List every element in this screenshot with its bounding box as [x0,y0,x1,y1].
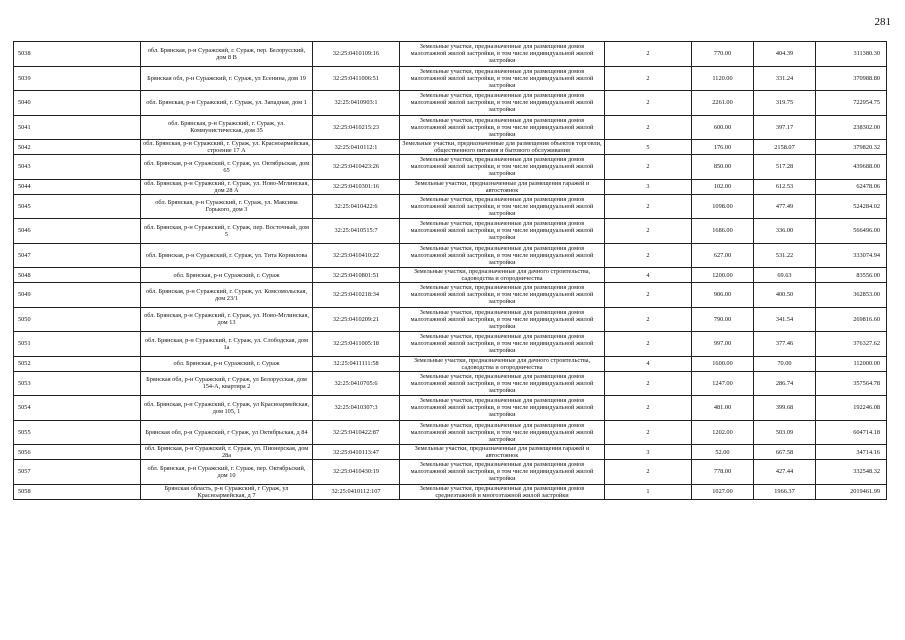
cell-address: обл. Брянская, р-н Суражский, г. Сураж, ул. Ново-Мглинская, дом 13 [141,307,313,332]
cell-cadastral-number: 32:25:0410515:7 [313,219,400,244]
table-row [14,243,887,268]
table-row [14,91,887,116]
cell-area: 1247.00 [692,371,754,396]
cell-area: 1027.00 [692,484,754,499]
table-row [14,155,887,180]
cell-area: 1200.00 [692,268,754,283]
cell-cadastral-value: 332548.32 [816,460,887,485]
cell-address: обл. Брянская, р-н Суражский, г. Сураж, ул. Тита Корнилова [141,243,313,268]
cell-area: 176.00 [692,140,754,155]
cell-cadastral-number: 32:25:0410209:21 [313,307,400,332]
cell-cadastral-number: 32:25:0410218:34 [313,283,400,308]
cell-address: обл. Брянская, р-н Суражский, г. Сураж, ул. Максима Горького, дом 3 [141,194,313,219]
cell-land-purpose: Земельные участки, предназначенные для дачного строительства, садоводства и огородничества [400,268,605,283]
table-row [14,140,887,155]
cell-cadastral-value: 83556.00 [816,268,887,283]
table-row [14,66,887,91]
cell-land-purpose: Земельные участки, предназначенные для размещения домов малоэтажной жилой застройки, в том числе индивидуальной жилой застройки [400,66,605,91]
cell-cadastral-number: 32:25:0410301:16 [313,179,400,194]
cell-land-purpose: Земельные участки, предназначенные для размещения домов малоэтажной жилой застройки, в том числе индивидуальной жилой застройки [400,460,605,485]
table-row [14,307,887,332]
cell-cadastral-value: 376327.62 [816,332,887,357]
cell-specific-value: 341.54 [754,307,816,332]
cell-area: 1686.00 [692,219,754,244]
cell-specific-value: 286.74 [754,371,816,396]
cell-cadastral-value: 524284.02 [816,194,887,219]
cell-area: 850.00 [692,155,754,180]
cell-cadastral-value: 379820.32 [816,140,887,155]
table-row [14,371,887,396]
cell-specific-value: 503.09 [754,420,816,445]
cell-area: 600.00 [692,115,754,140]
table-row [14,179,887,194]
cell-group: 2 [605,460,692,485]
cell-cadastral-value: 333074.94 [816,243,887,268]
cell-group: 2 [605,283,692,308]
cell-specific-value: 69.63 [754,268,816,283]
cell-address: обл. Брянская, р-н Суражский, г. Сураж, пер. Октябрьский, дом 10 [141,460,313,485]
cell-group: 2 [605,115,692,140]
cell-cadastral-value: 192246.08 [816,396,887,421]
table-row [14,194,887,219]
cell-cadastral-value: 439688.00 [816,155,887,180]
cell-specific-value: 517.28 [754,155,816,180]
cell-specific-value: 612.53 [754,179,816,194]
cell-land-purpose: Земельные участки, предназначенные для размещения домов малоэтажной жилой застройки, в том числе индивидуальной жилой застройки [400,194,605,219]
cell-cadastral-number: 32:25:0410422:6 [313,194,400,219]
cell-land-purpose: Земельные участки, предназначенные для дачного строительства, садоводства и огородничества [400,356,605,371]
cell-specific-value: 70.00 [754,356,816,371]
cell-address: Брянская обл, р-н Суражский, г. Сураж, ул Есенина, дом 19 [141,66,313,91]
cell-id: 5052 [14,356,141,371]
cell-area: 1120.00 [692,66,754,91]
cell-address: обл. Брянская, р-н Суражский, г. Сураж, ул. Пионерская, дом 28а [141,445,313,460]
cell-group: 2 [605,420,692,445]
cell-land-purpose: Земельные участки, предназначенные для размещения домов малоэтажной жилой застройки, в том числе индивидуальной жилой застройки [400,420,605,445]
table-body [14,42,887,500]
cell-cadastral-number: 32:25:0410307:3 [313,396,400,421]
cell-specific-value: 667.58 [754,445,816,460]
cell-cadastral-value: 34714.16 [816,445,887,460]
cell-land-purpose: Земельные участки, предназначенные для размещения домов малоэтажной жилой застройки, в том числе индивидуальной жилой застройки [400,307,605,332]
table-row [14,420,887,445]
cell-cadastral-value: 112000.00 [816,356,887,371]
cell-land-purpose: Земельные участки, предназначенные для размещения объектов торговли, общественного питания и бытового обслуживания [400,140,605,155]
cell-cadastral-number: 32:25:0411006:51 [313,66,400,91]
cell-area: 778.00 [692,460,754,485]
cell-specific-value: 1966.37 [754,484,816,499]
cell-address: обл. Брянская, р-н Суражский, г. Сураж, ул Красноармейская, дом 105, 1 [141,396,313,421]
cell-area: 481.00 [692,396,754,421]
cell-address: обл. Брянская, р-н Суражский, г. Сураж, пер. Белорусский, дом 8 В [141,42,313,67]
cell-land-purpose: Земельные участки, предназначенные для размещения гаражей и автостоянок [400,179,605,194]
cell-cadastral-value: 362853.00 [816,283,887,308]
cell-group: 2 [605,371,692,396]
cell-specific-value: 397.17 [754,115,816,140]
cell-address: обл. Брянская, р-н Суражский, г. Сураж, ул. Комсомольская, дом 23/1 [141,283,313,308]
cell-specific-value: 2158.07 [754,140,816,155]
cell-area: 997.00 [692,332,754,357]
cell-specific-value: 319.75 [754,91,816,116]
cell-land-purpose: Земельные участки, предназначенные для размещения домов малоэтажной жилой застройки, в том числе индивидуальной жилой застройки [400,396,605,421]
cell-land-purpose: Земельные участки, предназначенные для размещения домов малоэтажной жилой застройки, в том числе индивидуальной жилой застройки [400,332,605,357]
cell-cadastral-number: 32:25:0410801:51 [313,268,400,283]
cell-area: 1202.00 [692,420,754,445]
cell-cadastral-number: 32:25:0410410:22 [313,243,400,268]
cell-cadastral-value: 604714.18 [816,420,887,445]
cell-area: 52.00 [692,445,754,460]
cell-cadastral-number: 32:25:0410422:87 [313,420,400,445]
cell-area: 790.00 [692,307,754,332]
cell-cadastral-value: 370988.80 [816,66,887,91]
cell-id: 5054 [14,396,141,421]
cell-id: 5057 [14,460,141,485]
cell-area: 770.00 [692,42,754,67]
cell-area: 1600.00 [692,356,754,371]
cell-id: 5040 [14,91,141,116]
cell-land-purpose: Земельные участки, предназначенные для размещения домов среднеэтажной и многоэтажной жилой застройки [400,484,605,499]
cell-address: обл. Брянская, р-н Суражский, г. Сураж, ул. Октябрьская, дом 65 [141,155,313,180]
cell-id: 5056 [14,445,141,460]
cell-group: 2 [605,66,692,91]
cell-specific-value: 377.46 [754,332,816,357]
cell-address: обл. Брянская, р-н Суражский, г. Сураж, ул. Коммунистическая, дом 35 [141,115,313,140]
cell-group: 2 [605,243,692,268]
cell-group: 2 [605,42,692,67]
cell-address: обл. Брянская, р-н Суражский, г. Сураж, ул. Слободская, дом 1а [141,332,313,357]
cell-specific-value: 477.49 [754,194,816,219]
cell-group: 4 [605,356,692,371]
cell-address: обл. Брянская, р-н Суражский, г. Сураж [141,356,313,371]
cell-address: Брянская обл, р-н Суражский, г Сураж, ул Октябрьская, д 84 [141,420,313,445]
cell-group: 2 [605,332,692,357]
cell-id: 5049 [14,283,141,308]
cell-id: 5051 [14,332,141,357]
cell-cadastral-value: 2019461.99 [816,484,887,499]
cell-group: 2 [605,194,692,219]
table-row [14,460,887,485]
cell-land-purpose: Земельные участки, предназначенные для размещения домов малоэтажной жилой застройки, в том числе индивидуальной жилой застройки [400,115,605,140]
table-row [14,42,887,67]
cell-specific-value: 399.68 [754,396,816,421]
cell-id: 5044 [14,179,141,194]
cell-id: 5038 [14,42,141,67]
cell-cadastral-number: 32:25:0410109:16 [313,42,400,67]
cell-id: 5039 [14,66,141,91]
cell-id: 5041 [14,115,141,140]
cell-cadastral-value: 357564.78 [816,371,887,396]
cell-cadastral-value: 722954.75 [816,91,887,116]
cell-group: 1 [605,484,692,499]
cell-id: 5058 [14,484,141,499]
cell-id: 5048 [14,268,141,283]
cell-cadastral-number: 32:25:0410705:6 [313,371,400,396]
cell-cadastral-value: 566496.00 [816,219,887,244]
cell-specific-value: 331.24 [754,66,816,91]
cell-area: 1098.00 [692,194,754,219]
cell-specific-value: 336.00 [754,219,816,244]
cell-id: 5053 [14,371,141,396]
cell-cadastral-value: 62478.06 [816,179,887,194]
land-registry-table [13,41,887,500]
cell-specific-value: 427.44 [754,460,816,485]
cell-id: 5046 [14,219,141,244]
table-row [14,115,887,140]
cell-cadastral-value: 269816.60 [816,307,887,332]
cell-specific-value: 531.22 [754,243,816,268]
cell-cadastral-value: 311380.30 [816,42,887,67]
cell-area: 906.00 [692,283,754,308]
table-row [14,283,887,308]
cell-group: 3 [605,179,692,194]
cell-address: обл. Брянская, р-н Суражский, г. Сураж, ул. Красноармейская, строение 17 А [141,140,313,155]
table-row [14,219,887,244]
page-number: 281 [874,16,891,28]
cell-address: обл. Брянская, р-н Суражский, г. Сураж, ул. Западная, дом 1 [141,91,313,116]
cell-cadastral-number: 32:25:0410423:26 [313,155,400,180]
cell-specific-value: 400.50 [754,283,816,308]
cell-land-purpose: Земельные участки, предназначенные для размещения домов малоэтажной жилой застройки, в том числе индивидуальной жилой застройки [400,155,605,180]
cell-cadastral-number: 32:25:0410113:47 [313,445,400,460]
cell-address: обл. Брянская, р-н Суражский, г. Сураж, пер. Восточный, дом 5 [141,219,313,244]
cell-cadastral-number: 32:25:0410903:1 [313,91,400,116]
cell-id: 5047 [14,243,141,268]
cell-id: 5050 [14,307,141,332]
cell-area: 2261.00 [692,91,754,116]
cell-group: 2 [605,219,692,244]
cell-land-purpose: Земельные участки, предназначенные для размещения домов малоэтажной жилой застройки, в том числе индивидуальной жилой застройки [400,91,605,116]
cell-cadastral-number: 32:25:0411005:18 [313,332,400,357]
cell-cadastral-number: 32:25:0411111:58 [313,356,400,371]
table-row [14,332,887,357]
cell-group: 2 [605,155,692,180]
cell-area: 627.00 [692,243,754,268]
cell-group: 2 [605,91,692,116]
cell-area: 102.00 [692,179,754,194]
cell-group: 5 [605,140,692,155]
cell-id: 5045 [14,194,141,219]
cell-address: обл. Брянская, р-н Суражский, г. Сураж, ул. Ново-Мглинская, дом 28 А [141,179,313,194]
cell-group: 2 [605,307,692,332]
cell-cadastral-number: 32:25:0410112:107 [313,484,400,499]
cell-address: Брянская область, р-н Суражский, г Сураж, ул Красноармейская, д 7 [141,484,313,499]
cell-cadastral-number: 32:25:0410215:23 [313,115,400,140]
cell-land-purpose: Земельные участки, предназначенные для размещения домов малоэтажной жилой застройки, в том числе индивидуальной жилой застройки [400,219,605,244]
cell-group: 3 [605,445,692,460]
table-row [14,445,887,460]
cell-cadastral-number: 32:25:0410112:1 [313,140,400,155]
cell-specific-value: 404.39 [754,42,816,67]
cell-cadastral-number: 32:25:0410430:19 [313,460,400,485]
cell-land-purpose: Земельные участки, предназначенные для размещения домов малоэтажной жилой застройки, в том числе индивидуальной жилой застройки [400,42,605,67]
table-row [14,356,887,371]
table-row [14,268,887,283]
cell-id: 5055 [14,420,141,445]
cell-land-purpose: Земельные участки, предназначенные для размещения домов малоэтажной жилой застройки, в том числе индивидуальной жилой застройки [400,371,605,396]
cell-group: 4 [605,268,692,283]
cell-land-purpose: Земельные участки, предназначенные для размещения домов малоэтажной жилой застройки, в том числе индивидуальной жилой застройки [400,243,605,268]
cell-cadastral-value: 238302.00 [816,115,887,140]
table-row [14,396,887,421]
cell-address: Брянская обл, р-н Суражский, г Сураж, ул Белорусская, дом 154-А, квартира 2 [141,371,313,396]
cell-address: обл. Брянская, р-н Суражский, г. Сураж [141,268,313,283]
cell-group: 2 [605,396,692,421]
cell-id: 5043 [14,155,141,180]
cell-land-purpose: Земельные участки, предназначенные для размещения домов малоэтажной жилой застройки, в том числе индивидуальной жилой застройки [400,283,605,308]
cell-land-purpose: Земельные участки, предназначенные для размещения гаражей и автостоянок [400,445,605,460]
table-row [14,484,887,499]
cell-id: 5042 [14,140,141,155]
